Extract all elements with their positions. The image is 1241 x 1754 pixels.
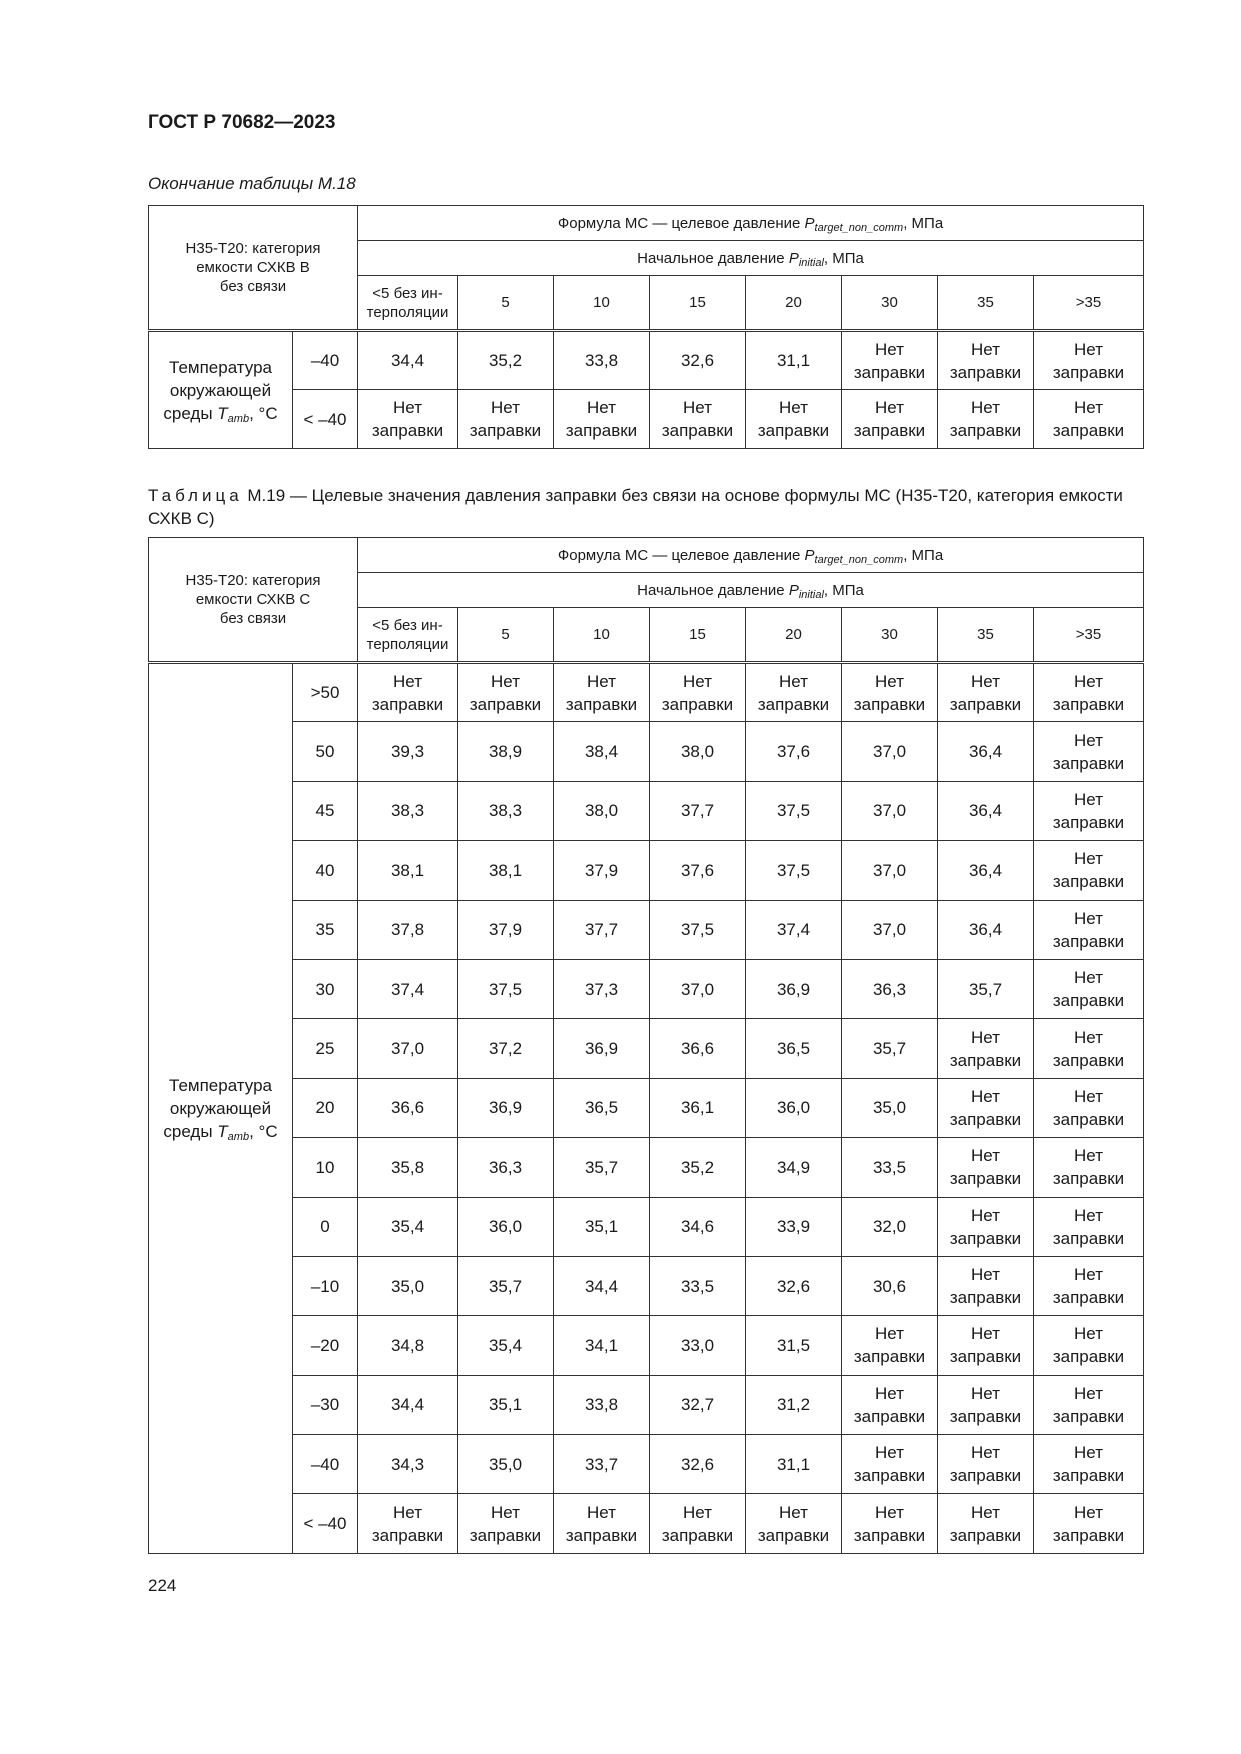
pressure-cell: 37,2 [458, 1019, 554, 1078]
symbol: T [217, 403, 228, 423]
pressure-cell: 35,7 [554, 1138, 650, 1197]
temperature-label: Температура окружающей среды $T_{amb}$, °С [149, 331, 293, 449]
table-row [149, 1316, 1144, 1375]
pressure-cell: 36,4 [938, 781, 1034, 840]
pressure-cell: 34,4 [554, 1256, 650, 1315]
pressure-cell: 37,0 [842, 781, 938, 840]
symbol-subscript: amb [227, 1130, 250, 1143]
temperature-value: –30 [293, 1375, 358, 1434]
pressure-cell: 38,1 [358, 841, 458, 900]
pressure-cell: Нет заправки [938, 390, 1034, 449]
pressure-cell: 36,9 [554, 1019, 650, 1078]
table-row [149, 841, 1144, 900]
column-header: 30 [842, 276, 938, 331]
pressure-cell: Нет заправки [938, 331, 1034, 390]
table-row [149, 722, 1144, 781]
column-header: 30 [842, 608, 938, 663]
pressure-cell: Нет заправки [938, 1256, 1034, 1315]
pressure-cell: 36,0 [746, 1078, 842, 1137]
table-row [149, 1138, 1144, 1197]
column-header: 35 [938, 276, 1034, 331]
pressure-cell: Нет заправки [842, 390, 938, 449]
pressure-cell: Нет заправки [938, 1197, 1034, 1256]
pressure-cell: Нет заправки [938, 1138, 1034, 1197]
pressure-cell: 36,0 [458, 1197, 554, 1256]
pressure-cell: Нет заправки [938, 1494, 1034, 1553]
pressure-cell: Нет заправки [1034, 841, 1144, 900]
temperature-value: 30 [293, 959, 358, 1018]
pressure-cell: Нет заправки [938, 1316, 1034, 1375]
pressure-cell: 36,9 [458, 1078, 554, 1137]
initial-pressure-header: Начальное давление $P_{initial}$, МПа [358, 573, 1144, 608]
temperature-value: 50 [293, 722, 358, 781]
pressure-cell: 38,1 [458, 841, 554, 900]
table-row [149, 331, 1144, 390]
temperature-value: 45 [293, 781, 358, 840]
pressure-cell: Нет заправки [1034, 1078, 1144, 1137]
pressure-cell: Нет заправки [650, 663, 746, 722]
symbol: T [217, 1121, 228, 1141]
pressure-cell: 32,0 [842, 1197, 938, 1256]
pressure-cell: 37,0 [842, 722, 938, 781]
pressure-cell: Нет заправки [938, 1375, 1034, 1434]
pressure-cell: 38,3 [358, 781, 458, 840]
pressure-cell: Нет заправки [1034, 781, 1144, 840]
pressure-cell: 34,1 [554, 1316, 650, 1375]
caption-text: М.19 — Целевые значения давления заправки без связи на основе формулы МС (Н35-Т20, категория емкости СХКВ С) [148, 486, 1123, 528]
pressure-cell: 35,0 [458, 1435, 554, 1494]
column-header: <5 без ин- терполяции [358, 608, 458, 663]
pressure-cell: Нет заправки [1034, 1316, 1144, 1375]
pressure-cell: Нет заправки [1034, 1375, 1144, 1434]
table-row [149, 1019, 1144, 1078]
symbol-subscript: target_non_comm [814, 221, 904, 234]
pressure-cell: 36,3 [458, 1138, 554, 1197]
pressure-cell: 38,4 [554, 722, 650, 781]
pressure-cell: Нет заправки [1034, 331, 1144, 390]
pressure-cell: Нет заправки [1034, 959, 1144, 1018]
table-row [149, 663, 1144, 722]
table-row [149, 1375, 1144, 1434]
pressure-cell: 35,0 [358, 1256, 458, 1315]
category-header: Н35-Т20: категория емкости СХКВ С без связи [149, 538, 358, 663]
temperature-value: –40 [293, 331, 358, 390]
pressure-cell: 37,4 [746, 900, 842, 959]
pressure-cell: 37,5 [650, 900, 746, 959]
pressure-cell: Нет заправки [1034, 1435, 1144, 1494]
pressure-cell: 36,3 [842, 959, 938, 1018]
symbol-subscript: initial [798, 588, 824, 601]
pressure-cell: 37,0 [358, 1019, 458, 1078]
column-header: 15 [650, 276, 746, 331]
symbol: P [804, 546, 815, 564]
column-header: >35 [1034, 276, 1144, 331]
pressure-cell: Нет заправки [746, 390, 842, 449]
symbol-subscript: target_non_comm [814, 553, 904, 566]
pressure-cell: 37,3 [554, 959, 650, 1018]
pressure-cell: Нет заправки [1034, 663, 1144, 722]
pressure-cell: 32,6 [746, 1256, 842, 1315]
pressure-cell: Нет заправки [1034, 900, 1144, 959]
pressure-cell: Нет заправки [1034, 1019, 1144, 1078]
formula-header: Формула МС — целевое давление $P_{target\_non\_comm}$, МПа [358, 206, 1144, 241]
pressure-cell: 34,9 [746, 1138, 842, 1197]
table-row [149, 1494, 1144, 1553]
pressure-cell: 38,0 [554, 781, 650, 840]
pressure-cell: 38,0 [650, 722, 746, 781]
pressure-cell: 32,7 [650, 1375, 746, 1434]
pressure-cell: 35,2 [650, 1138, 746, 1197]
pressure-cell: Нет заправки [458, 390, 554, 449]
continuation-caption: Окончание таблицы М.18 [148, 174, 356, 193]
pressure-cell: 33,5 [650, 1256, 746, 1315]
pressure-cell: 36,5 [554, 1078, 650, 1137]
pressure-cell: Нет заправки [938, 1019, 1034, 1078]
pressure-cell: 31,1 [746, 1435, 842, 1494]
pressure-cell: Нет заправки [1034, 1197, 1144, 1256]
pressure-cell: 38,3 [458, 781, 554, 840]
column-header: 35 [938, 608, 1034, 663]
pressure-cell: 33,7 [554, 1435, 650, 1494]
pressure-cell: Нет заправки [938, 663, 1034, 722]
temperature-value: 35 [293, 900, 358, 959]
pressure-cell: 36,4 [938, 841, 1034, 900]
pressure-cell: 33,5 [842, 1138, 938, 1197]
symbol: P [804, 214, 815, 232]
column-header: 5 [458, 608, 554, 663]
column-header: <5 без ин- терполяции [358, 276, 458, 331]
initial-pressure-header: Начальное давление $P_{initial}$, МПа [358, 241, 1144, 276]
temperature-value: –40 [293, 1435, 358, 1494]
pressure-cell: Нет заправки [938, 1078, 1034, 1137]
pressure-cell: 37,5 [746, 781, 842, 840]
pressure-cell: 36,5 [746, 1019, 842, 1078]
temperature-value: 10 [293, 1138, 358, 1197]
formula-header: Формула МС — целевое давление $P_{target\_non\_comm}$, МПа [358, 538, 1144, 573]
pressure-cell: 34,3 [358, 1435, 458, 1494]
pressure-cell: Нет заправки [650, 1494, 746, 1553]
table-m19 [148, 537, 1144, 1554]
pressure-cell: Нет заправки [842, 1435, 938, 1494]
pressure-cell: 36,1 [650, 1078, 746, 1137]
pressure-cell: 34,8 [358, 1316, 458, 1375]
pressure-cell: Нет заправки [554, 663, 650, 722]
caption-label: Таблица [148, 486, 243, 505]
pressure-cell: 37,8 [358, 900, 458, 959]
table-row [149, 1197, 1144, 1256]
pressure-cell: 37,9 [554, 841, 650, 900]
temperature-value: < –40 [293, 1494, 358, 1553]
pressure-cell: 35,7 [842, 1019, 938, 1078]
pressure-cell: 33,0 [650, 1316, 746, 1375]
temperature-value: 0 [293, 1197, 358, 1256]
pressure-cell: 33,8 [554, 1375, 650, 1434]
pressure-cell: 37,9 [458, 900, 554, 959]
table-row [149, 1435, 1144, 1494]
pressure-cell: 35,0 [842, 1078, 938, 1137]
document-header: ГОСТ Р 70682—2023 [148, 112, 336, 133]
pressure-cell: Нет заправки [842, 1375, 938, 1434]
table-row [149, 959, 1144, 1018]
pressure-cell: 35,7 [458, 1256, 554, 1315]
pressure-cell: 36,6 [650, 1019, 746, 1078]
pressure-cell: Нет заправки [1034, 1138, 1144, 1197]
pressure-cell: 35,4 [458, 1316, 554, 1375]
temperature-value: 25 [293, 1019, 358, 1078]
pressure-cell: Нет заправки [1034, 390, 1144, 449]
pressure-cell: 35,4 [358, 1197, 458, 1256]
table-row [149, 900, 1144, 959]
pressure-cell: 36,6 [358, 1078, 458, 1137]
column-header: 20 [746, 276, 842, 331]
pressure-cell: 31,1 [746, 331, 842, 390]
table-row [149, 390, 1144, 449]
pressure-cell: 32,6 [650, 331, 746, 390]
symbol-subscript: amb [227, 412, 250, 425]
temperature-value: –10 [293, 1256, 358, 1315]
pressure-cell: 39,3 [358, 722, 458, 781]
pressure-cell: Нет заправки [1034, 722, 1144, 781]
temperature-value: >50 [293, 663, 358, 722]
pressure-cell: 34,4 [358, 1375, 458, 1434]
pressure-cell: Нет заправки [458, 663, 554, 722]
pressure-cell: Нет заправки [554, 390, 650, 449]
pressure-cell: 36,4 [938, 900, 1034, 959]
pressure-cell: 37,0 [842, 900, 938, 959]
pressure-cell: 35,7 [938, 959, 1034, 1018]
pressure-cell: Нет заправки [1034, 1256, 1144, 1315]
table-row [149, 1256, 1144, 1315]
temperature-value: 40 [293, 841, 358, 900]
pressure-cell: Нет заправки [842, 1316, 938, 1375]
pressure-cell: 37,7 [554, 900, 650, 959]
pressure-cell: 37,5 [746, 841, 842, 900]
pressure-cell: Нет заправки [842, 1494, 938, 1553]
pressure-cell: 37,6 [746, 722, 842, 781]
pressure-cell: Нет заправки [358, 1494, 458, 1553]
category-header: Н35-Т20: категория емкости СХКВ В без связи [149, 206, 358, 331]
pressure-cell: 37,0 [842, 841, 938, 900]
pressure-cell: 34,6 [650, 1197, 746, 1256]
pressure-cell: 31,5 [746, 1316, 842, 1375]
pressure-cell: 35,2 [458, 331, 554, 390]
table-m19-caption [148, 484, 1143, 530]
pressure-cell: 36,9 [746, 959, 842, 1018]
symbol: P [788, 249, 799, 267]
temperature-value: 20 [293, 1078, 358, 1137]
pressure-cell: 38,9 [458, 722, 554, 781]
column-header: 15 [650, 608, 746, 663]
table-m18-end [148, 205, 1144, 449]
pressure-cell: 37,6 [650, 841, 746, 900]
pressure-cell: 33,9 [746, 1197, 842, 1256]
pressure-cell: Нет заправки [842, 663, 938, 722]
pressure-cell: Нет заправки [650, 390, 746, 449]
column-header: 10 [554, 608, 650, 663]
column-header: 20 [746, 608, 842, 663]
pressure-cell: Нет заправки [938, 1435, 1034, 1494]
column-header: >35 [1034, 608, 1144, 663]
table-row [149, 781, 1144, 840]
pressure-cell: Нет заправки [1034, 1494, 1144, 1553]
pressure-cell: Нет заправки [842, 331, 938, 390]
pressure-cell: Нет заправки [746, 663, 842, 722]
pressure-cell: 37,4 [358, 959, 458, 1018]
pressure-cell: 36,4 [938, 722, 1034, 781]
table-row [149, 1078, 1144, 1137]
pressure-cell: 31,2 [746, 1375, 842, 1434]
pressure-cell: Нет заправки [554, 1494, 650, 1553]
pressure-cell: Нет заправки [458, 1494, 554, 1553]
pressure-cell: 30,6 [842, 1256, 938, 1315]
pressure-cell: 35,1 [554, 1197, 650, 1256]
pressure-cell: Нет заправки [358, 390, 458, 449]
temperature-value: –20 [293, 1316, 358, 1375]
pressure-cell: 35,1 [458, 1375, 554, 1434]
pressure-cell: 37,5 [458, 959, 554, 1018]
pressure-cell: 35,8 [358, 1138, 458, 1197]
pressure-cell: 33,8 [554, 331, 650, 390]
pressure-cell: 37,7 [650, 781, 746, 840]
pressure-cell: Нет заправки [746, 1494, 842, 1553]
pressure-cell: 37,0 [650, 959, 746, 1018]
symbol: P [788, 581, 799, 599]
temperature-value: < –40 [293, 390, 358, 449]
symbol-subscript: initial [798, 256, 824, 269]
column-header: 10 [554, 276, 650, 331]
page-number: 224 [148, 1576, 177, 1595]
pressure-cell: 34,4 [358, 331, 458, 390]
pressure-cell: Нет заправки [358, 663, 458, 722]
temperature-label: Температура окружающей среды $T_{amb}$, °С [149, 663, 293, 1554]
column-header: 5 [458, 276, 554, 331]
pressure-cell: 32,6 [650, 1435, 746, 1494]
